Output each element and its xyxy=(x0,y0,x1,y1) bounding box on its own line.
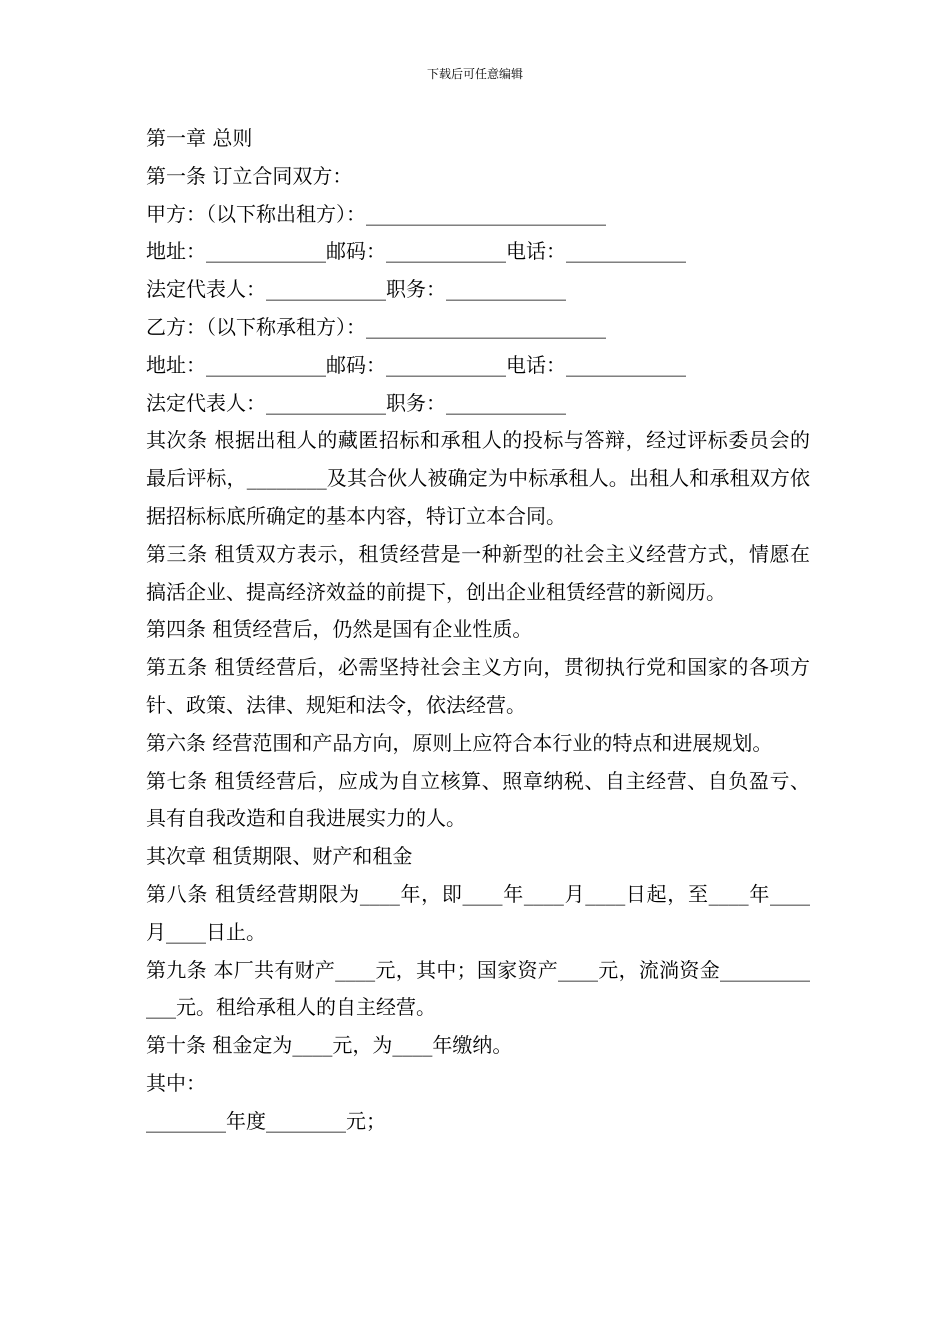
article-8: 第八条 租赁经营期限为____年，即____年____月____日起，至____年____月____日止。 xyxy=(146,881,810,944)
article-4: 第四条 租赁经营后，仍然是国有企业性质。 xyxy=(146,617,533,642)
party-a-representative-line: 法定代表人：____________职务：____________ xyxy=(146,277,566,302)
article-10-among: 其中： xyxy=(146,1070,206,1095)
article-7: 第七条 租赁经营后，应成为自立核算、照章纳税、自主经营、自负盈亏、具有自我改造和自我进展实力的人。 xyxy=(146,768,810,831)
article-3: 第三条 租赁双方表示，租赁经营是一种新型的社会主义经营方式，情愿在搞活企业、提高经济效益的前提下，创出企业租赁经营的新阅历。 xyxy=(146,541,810,604)
contract-body xyxy=(146,120,810,1141)
party-a-address-line: 地址：____________邮码：____________电话：____________ xyxy=(146,239,686,264)
article-6: 第六条 经营范围和产品方向，原则上应符合本行业的特点和进展规划。 xyxy=(146,730,773,755)
chapter-2-title: 其次章 租赁期限、财产和租金 xyxy=(146,844,413,869)
article-10: 第十条 租金定为____元，为____年缴纳。 xyxy=(146,1033,513,1058)
page-header-note: 下载后可任意编辑 xyxy=(426,67,523,81)
article-2: 其次条 根据出租人的藏匿招标和承租人的投标与答辩，经过评标委员会的最后评标，________及其合伙人被确定为中标承租人。出租人和承租双方依据招标标底所确定的基本内容，特订立本合同。 xyxy=(146,428,810,528)
party-b-address-line: 地址：____________邮码：____________电话：____________ xyxy=(146,352,686,377)
article-10-year-amount: ________年度________元； xyxy=(146,1108,386,1133)
chapter-1-title: 第一章 总则 xyxy=(146,126,253,150)
article-9: 第九条 本厂共有财产____元，其中；国家资产____元，流淌资金____________元。租给承租人的自主经营。 xyxy=(146,957,810,1020)
party-b-representative-line: 法定代表人：____________职务：____________ xyxy=(146,390,566,415)
article-1-title: 第一条 订立合同双方： xyxy=(146,163,353,188)
article-5: 第五条 租赁经营后，必需坚持社会主义方向，贯彻执行党和国家的各项方针、政策、法律、规矩和法令，依法经营。 xyxy=(146,655,810,717)
party-a-line: 甲方：（以下称出租方）：________________________ xyxy=(146,201,606,226)
party-b-line: 乙方：（以下称承租方）：________________________ xyxy=(146,314,606,339)
